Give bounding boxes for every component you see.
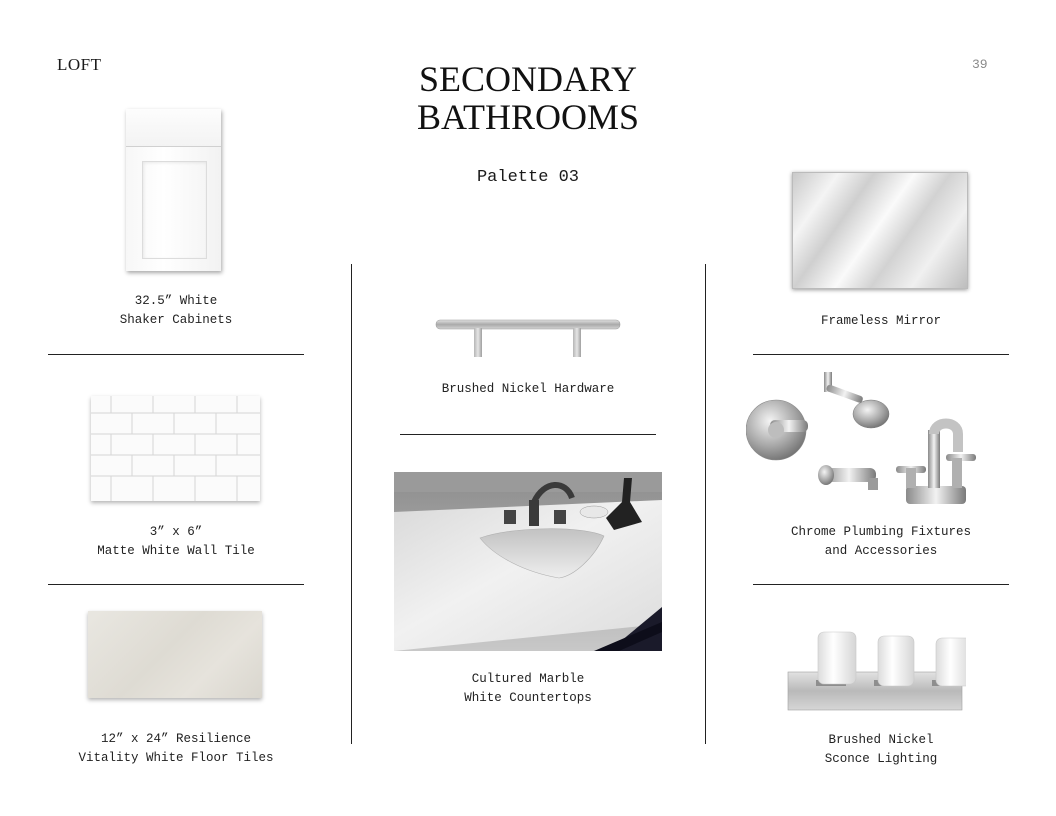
lighting-label: Brushed Nickel Sconce Lighting <box>824 733 938 766</box>
row-divider <box>48 584 304 585</box>
fixtures-label: Chrome Plumbing Fixtures and Accessories <box>790 525 972 558</box>
column-divider-right <box>705 264 706 744</box>
page-title-line-2: BATHROOMS <box>416 97 640 137</box>
page-title-line-1: SECONDARY <box>418 59 638 99</box>
marble-countertop-image <box>394 472 662 651</box>
row-divider <box>400 434 656 435</box>
row-divider <box>48 354 304 355</box>
palette-subtitle: Palette 03 <box>476 168 580 187</box>
row-divider <box>753 584 1009 585</box>
chrome-fixtures-image <box>746 368 976 510</box>
countertops-label: Cultured Marble White Countertops <box>464 672 592 705</box>
wall-tile-label: 3” x 6” Matte White Wall Tile <box>97 525 255 558</box>
row-divider <box>753 354 1009 355</box>
brushed-nickel-pull-image <box>434 316 622 360</box>
mirror-label: Frameless Mirror <box>820 314 942 328</box>
sconce-light-image <box>786 630 966 714</box>
page-number: 39 <box>972 57 988 72</box>
subway-wall-tile-image <box>91 396 260 501</box>
floor-tiles-label: 12” x 24” Resilience Vitality White Floor Tiles <box>78 732 274 765</box>
column-divider-left <box>351 264 352 744</box>
floor-tile-image <box>88 611 262 698</box>
shaker-cabinet-image <box>126 109 221 271</box>
page-title <box>378 60 678 136</box>
frameless-mirror-image <box>792 172 968 289</box>
brand-logo-text: LOFT <box>57 55 102 74</box>
hardware-label: Brushed Nickel Hardware <box>441 382 615 396</box>
cabinets-label: 32.5” White Shaker Cabinets <box>119 294 233 327</box>
